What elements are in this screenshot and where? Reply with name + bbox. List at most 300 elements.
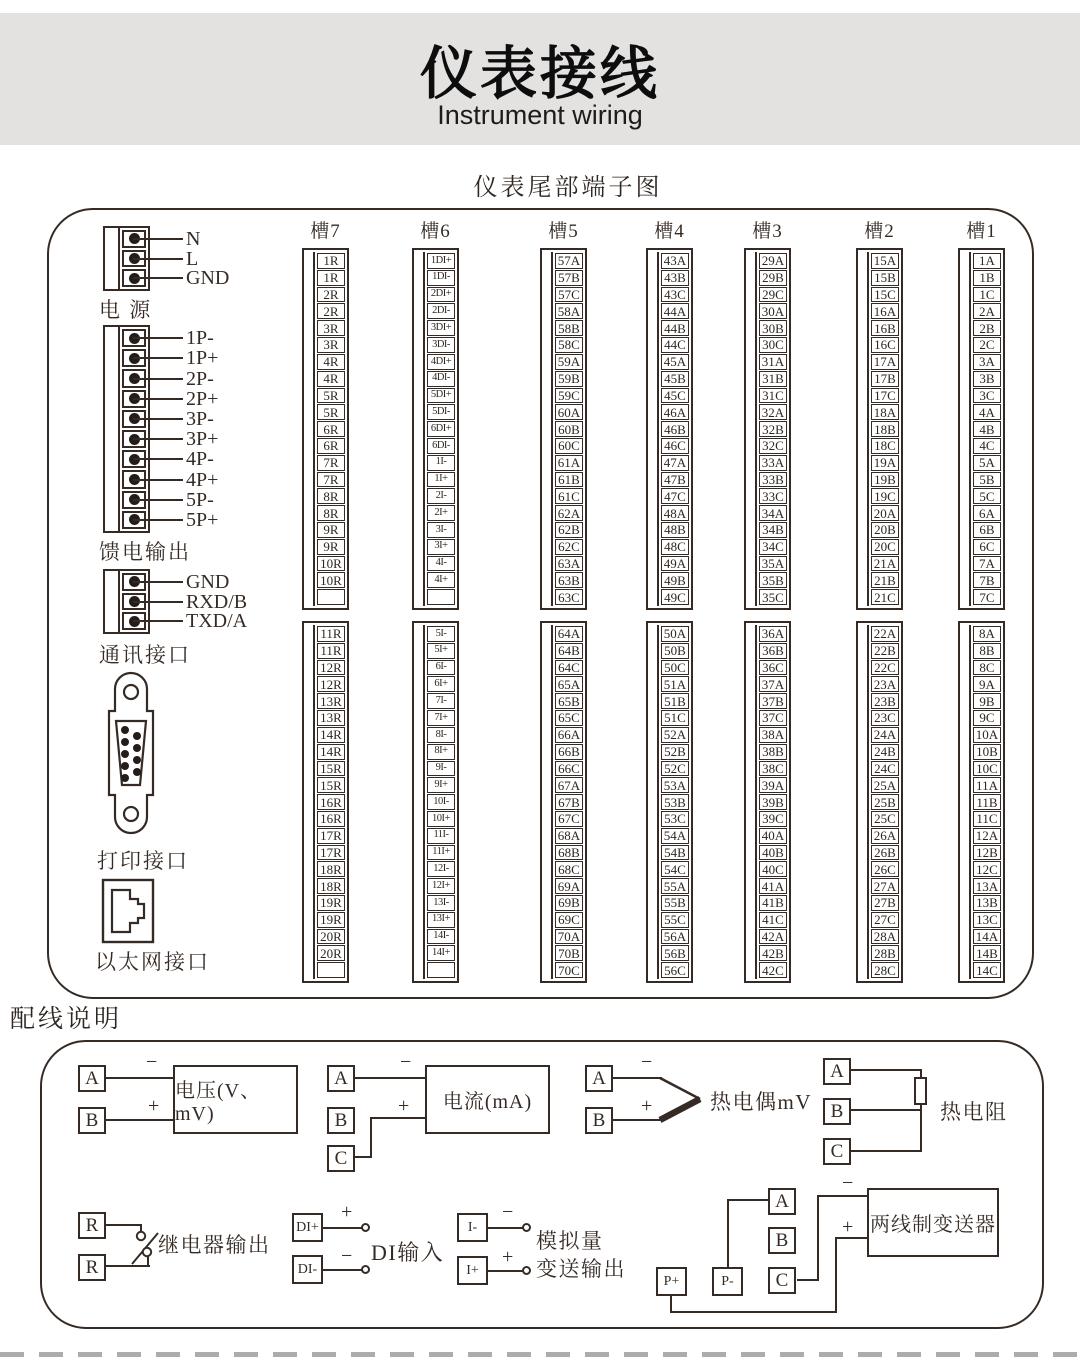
wire — [323, 1227, 363, 1229]
strip-lane — [657, 252, 659, 606]
terminal-cell — [427, 962, 455, 978]
terminal-cell: 31C — [759, 388, 787, 404]
wire — [920, 1105, 922, 1152]
terminal-cell: 16R — [317, 811, 345, 827]
wire — [370, 1117, 372, 1158]
terminal-cell: 70A — [555, 929, 583, 945]
terminal-cell: 65A — [555, 676, 583, 692]
terminal-cell: 8B — [973, 643, 1001, 659]
strip-cells — [973, 253, 1001, 605]
wire — [613, 1077, 662, 1079]
terminal-cell: 1C — [973, 287, 1001, 303]
strip-lane — [657, 625, 659, 979]
terminal-cell: 55B — [661, 895, 689, 911]
terminal-cell: 63B — [555, 572, 583, 588]
current-device-box: 电流(mA) — [425, 1065, 550, 1134]
terminal-cell: 56B — [661, 945, 689, 961]
terminal-cell: 58C — [555, 337, 583, 353]
terminal-cell: 54C — [661, 861, 689, 877]
terminal-cell: 7B — [973, 572, 1001, 588]
di-minus-terminal: DI- — [292, 1255, 323, 1284]
transmitter-pplus-terminal: P+ — [656, 1267, 687, 1296]
wire-end-circle — [522, 1223, 531, 1232]
terminal-label: 1P+ — [186, 347, 219, 370]
terminal-cell: 20B — [871, 522, 899, 538]
terminal-cell: 1I+ — [427, 472, 455, 488]
slot-header: 槽5 — [548, 221, 579, 242]
terminal-cell: 28B — [871, 945, 899, 961]
terminal-cell: 8I+ — [427, 744, 455, 760]
terminal-cell: 24A — [871, 727, 899, 743]
terminal-cell: 14R — [317, 744, 345, 760]
terminal-cell: 8R — [317, 505, 345, 521]
terminal-cell: 26A — [871, 828, 899, 844]
terminal-cell: 31A — [759, 354, 787, 370]
terminal-wire — [133, 458, 183, 460]
terminal-cell: 69B — [555, 895, 583, 911]
terminal-cell: 60A — [555, 404, 583, 420]
wire — [817, 1195, 819, 1281]
terminal-cell: 2B — [973, 320, 1001, 336]
terminal-cell: 40C — [759, 861, 787, 877]
terminal-cell: 9I+ — [427, 777, 455, 793]
terminal-wire — [133, 438, 183, 440]
terminal-cell: 2I- — [427, 488, 455, 504]
terminal-cell: 2R — [317, 303, 345, 319]
terminal-cell: 11A — [973, 777, 1001, 793]
terminal-cell: 50C — [661, 660, 689, 676]
terminal-cell: 19C — [871, 488, 899, 504]
strip-cells — [427, 253, 455, 605]
wire — [106, 1119, 173, 1121]
terminal-wire — [133, 238, 183, 240]
terminal-cell: 46C — [661, 438, 689, 454]
connector-lane — [105, 571, 120, 632]
page-title: 仪表接线 — [420, 41, 660, 106]
terminal-cell: 6R — [317, 421, 345, 437]
terminal-cell: 49C — [661, 589, 689, 605]
terminal-cell: 37B — [759, 693, 787, 709]
page-subtitle: Instrument wiring — [437, 99, 643, 130]
terminal-cell: 39B — [759, 794, 787, 810]
terminal-wire — [133, 620, 183, 622]
strip-cells — [317, 626, 345, 978]
analog-iplus-terminal: I+ — [457, 1256, 488, 1285]
terminal-cell: 7I- — [427, 693, 455, 709]
terminal-cell: 44B — [661, 320, 689, 336]
terminal-cell: 29A — [759, 253, 787, 269]
terminal-strip — [856, 248, 903, 610]
terminal-cell: 14I+ — [427, 945, 455, 961]
terminal-cell: 28C — [871, 962, 899, 978]
terminal-cell: 24C — [871, 761, 899, 777]
current-terminal-c: C — [327, 1145, 355, 1172]
terminal-cell: 47A — [661, 455, 689, 471]
terminal-cell: 10C — [973, 761, 1001, 777]
terminal-label: 2P- — [186, 367, 214, 390]
terminal-cell: 18B — [871, 421, 899, 437]
strip-lane — [551, 625, 553, 979]
terminal-cell: 42B — [759, 945, 787, 961]
terminal-cell: 13C — [973, 912, 1001, 928]
terminal-cell: 68B — [555, 845, 583, 861]
transmitter-pminus-terminal: P- — [712, 1267, 743, 1296]
terminal-cell: 69C — [555, 912, 583, 928]
terminal-cell: 8I- — [427, 727, 455, 743]
relay-terminal-r1: R — [78, 1212, 106, 1239]
terminal-cell: 3I+ — [427, 539, 455, 555]
terminal-cell: 13A — [973, 878, 1001, 894]
terminal-label: GND — [186, 570, 230, 593]
terminal-cell: 36B — [759, 643, 787, 659]
terminal-cell: 20C — [871, 539, 899, 555]
terminal-strip — [744, 248, 791, 610]
terminal-label: TXD/A — [186, 610, 248, 633]
terminal-cell: 66A — [555, 727, 583, 743]
terminal-cell: 2R — [317, 287, 345, 303]
terminal-cell: 41B — [759, 895, 787, 911]
terminal-cell: 26B — [871, 845, 899, 861]
terminal-cell: 53A — [661, 777, 689, 793]
terminal-cell: 1DI+ — [427, 253, 455, 269]
terminal-strip — [412, 621, 459, 983]
terminal-cell: 63A — [555, 556, 583, 572]
wire — [835, 1237, 837, 1313]
terminal-cell: 25C — [871, 811, 899, 827]
terminal-label: GND — [186, 267, 230, 290]
current-plus-sign: + — [398, 1095, 410, 1117]
thermocouple-label: 热电偶mV — [710, 1090, 812, 1114]
analog-minus-sign: − — [502, 1201, 514, 1223]
terminal-cell: 6B — [973, 522, 1001, 538]
terminal-label: 4P+ — [186, 468, 219, 491]
terminal-cell: 16B — [871, 320, 899, 336]
terminal-cell: 9I- — [427, 761, 455, 777]
terminal-cell: 54B — [661, 845, 689, 861]
terminal-cell: 52C — [661, 761, 689, 777]
terminal-cell: 15B — [871, 270, 899, 286]
voltage-minus-sign: − — [146, 1051, 158, 1073]
terminal-cell: 57A — [555, 253, 583, 269]
strip-cells — [661, 253, 689, 605]
terminal-cell: 45B — [661, 371, 689, 387]
terminal-cell: 52A — [661, 727, 689, 743]
terminal-cell: 29C — [759, 287, 787, 303]
wire — [817, 1195, 867, 1197]
terminal-cell: 19A — [871, 455, 899, 471]
transmitter-device-box: 两线制变送器 — [867, 1188, 999, 1257]
terminal-cell: 6I+ — [427, 676, 455, 692]
terminal-cell: 35A — [759, 556, 787, 572]
terminal-cell: 18R — [317, 861, 345, 877]
terminal-strip — [958, 248, 1005, 610]
wire — [670, 1296, 672, 1313]
terminal-cell: 45A — [661, 354, 689, 370]
terminal-cell: 37C — [759, 710, 787, 726]
analog-label-line1: 模拟量 — [536, 1229, 604, 1253]
thermocouple-terminal-a: A — [585, 1065, 613, 1092]
di-minus-sign: − — [341, 1245, 353, 1267]
terminal-cell: 10R — [317, 556, 345, 572]
terminal-cell: 34A — [759, 505, 787, 521]
terminal-cell: 14I- — [427, 929, 455, 945]
terminal-cell: 27C — [871, 912, 899, 928]
terminal-cell: 41C — [759, 912, 787, 928]
terminal-cell: 70C — [555, 962, 583, 978]
terminal-wire — [133, 601, 183, 603]
terminal-cell: 23C — [871, 710, 899, 726]
wire — [323, 1269, 363, 1271]
terminal-cell: 68A — [555, 828, 583, 844]
terminal-cell: 33C — [759, 488, 787, 504]
terminal-cell: 12C — [973, 861, 1001, 877]
terminal-cell: 47B — [661, 472, 689, 488]
terminal-cell: 9B — [973, 693, 1001, 709]
terminal-cell: 62C — [555, 539, 583, 555]
terminal-cell: 67A — [555, 777, 583, 793]
terminal-cell: 40A — [759, 828, 787, 844]
strip-lane — [423, 625, 425, 979]
terminal-cell: 49A — [661, 556, 689, 572]
slot-header: 槽6 — [420, 221, 451, 242]
terminal-cell: 16R — [317, 794, 345, 810]
terminal-cell: 20R — [317, 945, 345, 961]
terminal-cell: 20R — [317, 929, 345, 945]
strip-cells — [871, 253, 899, 605]
terminal-cell: 7R — [317, 472, 345, 488]
terminal-cell: 14B — [973, 945, 1001, 961]
terminal-cell: 68C — [555, 861, 583, 877]
slot-header: 槽1 — [966, 221, 997, 242]
terminal-cell: 53C — [661, 811, 689, 827]
strip-cells — [759, 253, 787, 605]
terminal-cell: 13I- — [427, 895, 455, 911]
voltage-terminal-b: B — [78, 1107, 106, 1134]
terminal-cell: 22C — [871, 660, 899, 676]
wire — [920, 1069, 922, 1077]
terminal-cell: 42A — [759, 929, 787, 945]
terminal-cell — [317, 589, 345, 605]
terminal-cell: 3A — [973, 354, 1001, 370]
terminal-label: 3P+ — [186, 428, 219, 451]
terminal-wire — [133, 519, 183, 521]
terminal-cell: 38B — [759, 744, 787, 760]
terminal-cell: 4I- — [427, 556, 455, 572]
printer-port-label: 打印接口 — [97, 849, 189, 873]
terminal-strip — [856, 621, 903, 983]
strip-lane — [969, 252, 971, 606]
terminal-cell: 2I+ — [427, 505, 455, 521]
comm-port-label: 通讯接口 — [99, 643, 191, 667]
terminal-cell: 3DI+ — [427, 320, 455, 336]
terminal-wire — [133, 479, 183, 481]
terminal-cell: 56A — [661, 929, 689, 945]
terminal-wire — [133, 258, 183, 260]
terminal-cell: 64B — [555, 643, 583, 659]
terminal-cell: 4R — [317, 354, 345, 370]
di-plus-terminal: DI+ — [292, 1213, 323, 1242]
strip-lane — [867, 252, 869, 606]
terminal-cell: 12I- — [427, 861, 455, 877]
terminal-cell: 39A — [759, 777, 787, 793]
terminal-cell: 44A — [661, 303, 689, 319]
strip-cells — [427, 626, 455, 978]
resistor-icon — [914, 1077, 927, 1105]
terminal-cell: 42C — [759, 962, 787, 978]
terminal-cell: 57B — [555, 270, 583, 286]
terminal-cell: 5R — [317, 404, 345, 420]
terminal-cell: 60B — [555, 421, 583, 437]
thermocouple-minus-sign: − — [641, 1051, 653, 1073]
terminal-cell: 69A — [555, 878, 583, 894]
strip-lane — [969, 625, 971, 979]
di-label: DI输入 — [371, 1240, 445, 1265]
relay-terminal-r2: R — [78, 1254, 106, 1281]
terminal-cell: 6DI- — [427, 438, 455, 454]
terminal-cell: 1B — [973, 270, 1001, 286]
terminal-cell: 32C — [759, 438, 787, 454]
voltage-terminal-a: A — [78, 1065, 106, 1092]
terminal-cell: 57C — [555, 287, 583, 303]
terminal-cell: 17R — [317, 845, 345, 861]
terminal-cell: 34C — [759, 539, 787, 555]
terminal-cell: 51C — [661, 710, 689, 726]
terminal-cell: 5DI- — [427, 404, 455, 420]
terminal-cell: 12A — [973, 828, 1001, 844]
terminal-label: 1P- — [186, 327, 214, 350]
terminal-cell: 21A — [871, 556, 899, 572]
strip-cells — [555, 253, 583, 605]
terminal-cell: 61C — [555, 488, 583, 504]
strip-cells — [661, 626, 689, 978]
terminal-cell: 46B — [661, 421, 689, 437]
slot-header: 槽4 — [654, 221, 685, 242]
terminal-cell: 43C — [661, 287, 689, 303]
terminal-cell: 14R — [317, 727, 345, 743]
terminal-cell: 12I+ — [427, 878, 455, 894]
terminal-cell: 66B — [555, 744, 583, 760]
wire — [106, 1077, 173, 1079]
terminal-cell: 2DI- — [427, 303, 455, 319]
terminal-cell: 50A — [661, 626, 689, 642]
analog-plus-sign: + — [502, 1246, 514, 1268]
terminal-cell: 43A — [661, 253, 689, 269]
terminal-cell: 44C — [661, 337, 689, 353]
current-minus-sign: − — [400, 1051, 412, 1073]
terminal-cell: 10I+ — [427, 811, 455, 827]
terminal-cell: 4DI- — [427, 371, 455, 387]
wire — [355, 1077, 425, 1079]
terminal-cell: 13R — [317, 710, 345, 726]
terminal-cell: 6C — [973, 539, 1001, 555]
terminal-cell: 60C — [555, 438, 583, 454]
terminal-cell: 19R — [317, 912, 345, 928]
terminal-wire — [133, 499, 183, 501]
terminal-cell: 11I+ — [427, 845, 455, 861]
terminal-cell: 25A — [871, 777, 899, 793]
terminal-cell: 2A — [973, 303, 1001, 319]
terminal-cell: 49B — [661, 572, 689, 588]
terminal-cell: 59B — [555, 371, 583, 387]
terminal-cell: 16C — [871, 337, 899, 353]
terminal-cell: 4B — [973, 421, 1001, 437]
current-terminal-a: A — [327, 1065, 355, 1092]
terminal-cell: 10I- — [427, 794, 455, 810]
strip-lane — [423, 252, 425, 606]
terminal-cell: 25B — [871, 794, 899, 810]
terminal-strip — [744, 621, 791, 983]
terminal-cell: 2DI+ — [427, 287, 455, 303]
terminal-wire — [133, 378, 183, 380]
terminal-label: 5P- — [186, 488, 214, 511]
current-terminal-b: B — [327, 1107, 355, 1134]
terminal-cell: 11B — [973, 794, 1001, 810]
strip-lane — [313, 252, 315, 606]
strip-lane — [755, 252, 757, 606]
terminal-cell: 7I+ — [427, 710, 455, 726]
transmitter-terminal-c: C — [768, 1267, 796, 1294]
terminal-strip — [540, 621, 587, 983]
terminal-cell: 19R — [317, 895, 345, 911]
analog-label-line2: 变送输出 — [536, 1257, 626, 1281]
terminal-cell: 11C — [973, 811, 1001, 827]
terminal-label: 4P- — [186, 448, 214, 471]
terminal-cell: 8C — [973, 660, 1001, 676]
terminal-cell: 24B — [871, 744, 899, 760]
terminal-cell: 10B — [973, 744, 1001, 760]
terminal-cell: 30A — [759, 303, 787, 319]
voltage-device-box: 电压(V、mV) — [173, 1065, 298, 1134]
terminal-cell: 70B — [555, 945, 583, 961]
terminal-cell: 61B — [555, 472, 583, 488]
strip-cells — [871, 626, 899, 978]
wire — [488, 1270, 524, 1272]
terminal-cell: 1R — [317, 270, 345, 286]
terminal-wire — [133, 581, 183, 583]
terminal-cell: 21C — [871, 589, 899, 605]
terminal-cell: 12B — [973, 845, 1001, 861]
terminal-cell: 29B — [759, 270, 787, 286]
transmitter-plus-sign: + — [842, 1216, 854, 1238]
terminal-cell: 3R — [317, 320, 345, 336]
terminal-cell: 33A — [759, 455, 787, 471]
transmitter-terminal-a: A — [768, 1188, 796, 1215]
terminal-section-title: 仪表尾部端子图 — [473, 175, 663, 201]
thermocouple-plus-sign: + — [641, 1095, 653, 1117]
terminal-cell: 58A — [555, 303, 583, 319]
terminal-cell: 12R — [317, 676, 345, 692]
terminal-cell: 53B — [661, 794, 689, 810]
terminal-label: RXD/B — [186, 590, 248, 613]
terminal-cell: 10A — [973, 727, 1001, 743]
terminal-cell: 63C — [555, 589, 583, 605]
wire — [851, 1069, 922, 1071]
terminal-cell: 3B — [973, 371, 1001, 387]
terminal-cell: 64C — [555, 660, 583, 676]
terminal-cell: 48B — [661, 522, 689, 538]
terminal-cell: 4I+ — [427, 572, 455, 588]
terminal-cell: 6DI+ — [427, 421, 455, 437]
terminal-cell: 48C — [661, 539, 689, 555]
terminal-cell: 15R — [317, 761, 345, 777]
terminal-cell: 62A — [555, 505, 583, 521]
terminal-cell: 64A — [555, 626, 583, 642]
terminal-cell: 15C — [871, 287, 899, 303]
connector-lane — [105, 228, 120, 289]
terminal-cell: 22A — [871, 626, 899, 642]
terminal-cell: 36C — [759, 660, 787, 676]
power-label: 电 源 — [99, 298, 153, 322]
